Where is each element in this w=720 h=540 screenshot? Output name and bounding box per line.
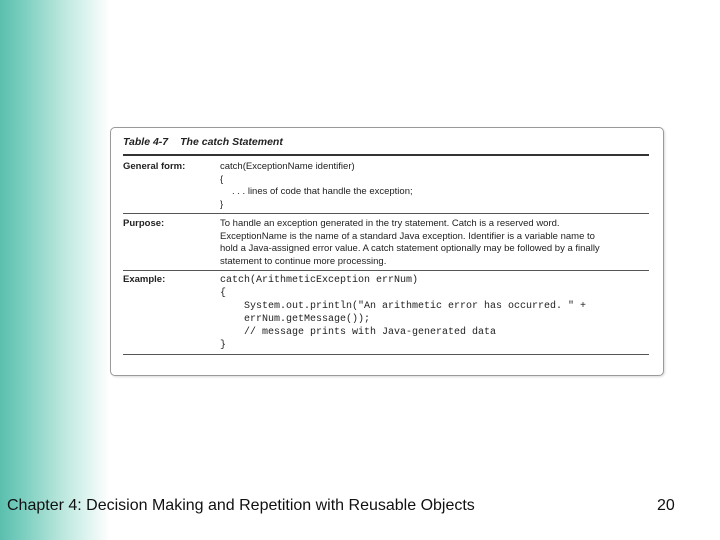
code-line: errNum.getMessage()); xyxy=(220,314,371,325)
slide-page-number: 20 xyxy=(657,497,675,514)
row-label: General form: xyxy=(123,161,186,172)
row-label: Example: xyxy=(123,274,166,285)
content-line: hold a Java-assigned error value. A catch statement optionally may be followed by a finally xyxy=(220,243,600,254)
row-content xyxy=(220,218,649,268)
code-line: // message prints with Java-generated data xyxy=(220,327,497,338)
code-line: catch(ArithmeticException errNum) xyxy=(220,275,419,286)
row-rule xyxy=(123,270,649,271)
row-label: Purpose: xyxy=(123,218,165,229)
row-content xyxy=(220,161,649,211)
slide-footer-caption: Chapter 4: Decision Making and Repetition with Reusable Objects xyxy=(7,497,475,514)
code-line: { xyxy=(220,288,227,299)
table-figure xyxy=(110,127,664,376)
table-title xyxy=(123,136,283,148)
content-line: statement to continue more processing. xyxy=(220,255,387,267)
table-number: Table 4-7 xyxy=(123,136,169,148)
content-line: } xyxy=(220,198,224,210)
code-line: } xyxy=(220,340,227,351)
content-line: { xyxy=(220,173,224,185)
code-example xyxy=(220,274,649,352)
table-row-general-form xyxy=(123,161,649,211)
table-title-text: The catch Statement xyxy=(180,136,283,148)
content-line: To handle an exception generated in the try statement. Catch is a reserved word. xyxy=(220,218,560,229)
side-gradient-decoration xyxy=(0,0,110,540)
content-line: . . . lines of code that handle the exception; xyxy=(232,186,413,197)
title-rule xyxy=(123,154,649,156)
code-line: System.out.println("An arithmetic error has occurred. " + xyxy=(220,301,587,312)
content-line: catch(ExceptionName identifier) xyxy=(220,161,355,172)
row-rule xyxy=(123,354,649,355)
content-line: ExceptionName is the name of a standard Java exception. Identifier is a variable name to xyxy=(220,230,595,242)
table-row-example xyxy=(123,274,649,354)
table-row-purpose xyxy=(123,218,649,268)
row-rule xyxy=(123,213,649,214)
